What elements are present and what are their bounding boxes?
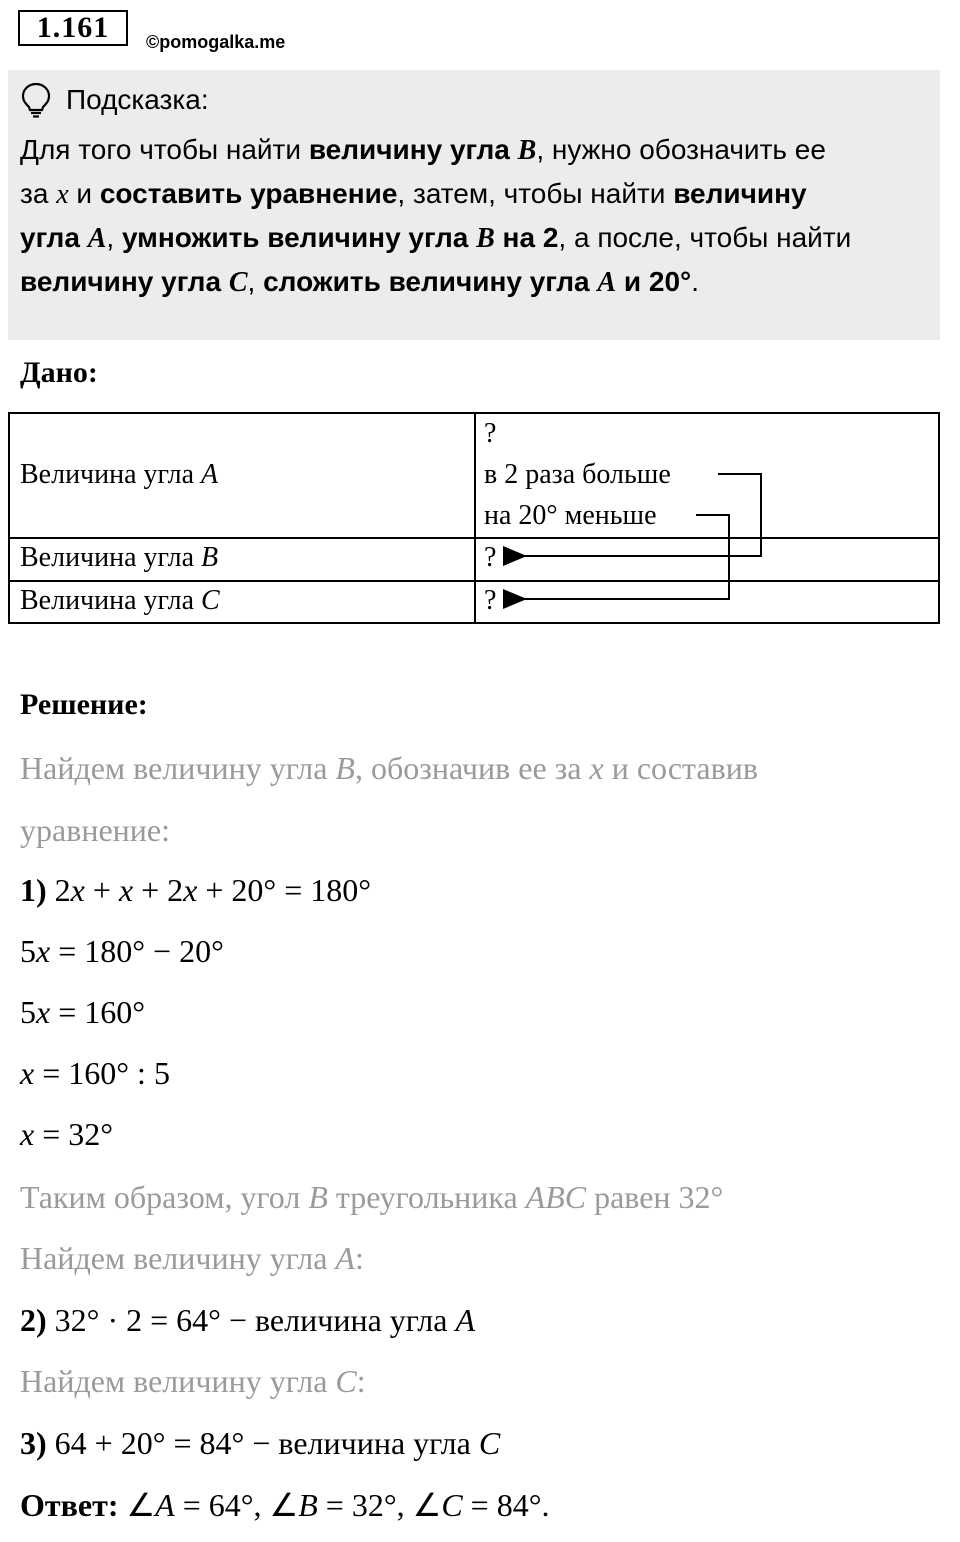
equation-2: 5x = 180° − 20°: [20, 933, 224, 969]
equation-4: x = 160° : 5: [20, 1055, 170, 1091]
step-1-equation: 1) 2x + x + 2x + 20° = 180°: [20, 872, 372, 908]
hint-line: за x и составить уравнение, затем, чтобы найти величину: [20, 178, 807, 210]
row-a-value-unknown: ?: [484, 418, 497, 449]
row-label-b: Величина угла B: [20, 542, 219, 573]
hint-line: угла A, умножить величину угла B на 2, а после, чтобы найти: [20, 222, 852, 254]
solution-intro: Найдем величину угла B, обозначив ее за x и составив: [20, 750, 758, 786]
solution-heading: Решение:: [20, 688, 148, 721]
given-heading: Дано:: [20, 356, 98, 389]
hint-line: Для того чтобы найти величину угла B, нужно обозначить ее: [20, 134, 826, 166]
given-table: [8, 412, 940, 624]
hint-title-text: Подсказка:: [66, 84, 209, 115]
hint-line: величину угла C, сложить величину угла A и 20°.: [20, 266, 699, 298]
row-label-c: Величина угла C: [20, 585, 220, 616]
answer: Ответ: ∠A = 64°, ∠B = 32°, ∠C = 84°.: [20, 1487, 550, 1523]
row-a-relation-c: на 20° меньше: [484, 500, 657, 531]
row-label-a: Величина угла A: [20, 459, 219, 490]
watermark: ©pomogalka.me: [146, 32, 286, 52]
row-c-value: ?: [484, 585, 497, 616]
hint-title: [20, 82, 209, 118]
hint-text: [20, 128, 930, 304]
relation-arrows: [10, 414, 938, 622]
equation-3: 5x = 160°: [20, 994, 146, 1030]
conclusion-b: Таким образом, угол B треугольника ABC равен 32°: [20, 1179, 724, 1215]
step-3-equation: 3) 64 + 20° = 84° − величина угла C: [20, 1425, 501, 1461]
row-b-value: ?: [484, 542, 497, 573]
find-angle-c: Найдем величину угла C:: [20, 1363, 366, 1399]
solution-intro-cont: уравнение:: [20, 812, 170, 848]
problem-number: 1.161: [18, 10, 128, 46]
find-angle-a: Найдем величину угла A:: [20, 1240, 364, 1276]
lightbulb-icon: [20, 82, 52, 118]
step-2-equation: 2) 32° · 2 = 64° − величина угла A: [20, 1302, 475, 1338]
equation-5: x = 32°: [20, 1116, 114, 1152]
row-a-relation-b: в 2 раза больше: [484, 459, 671, 490]
